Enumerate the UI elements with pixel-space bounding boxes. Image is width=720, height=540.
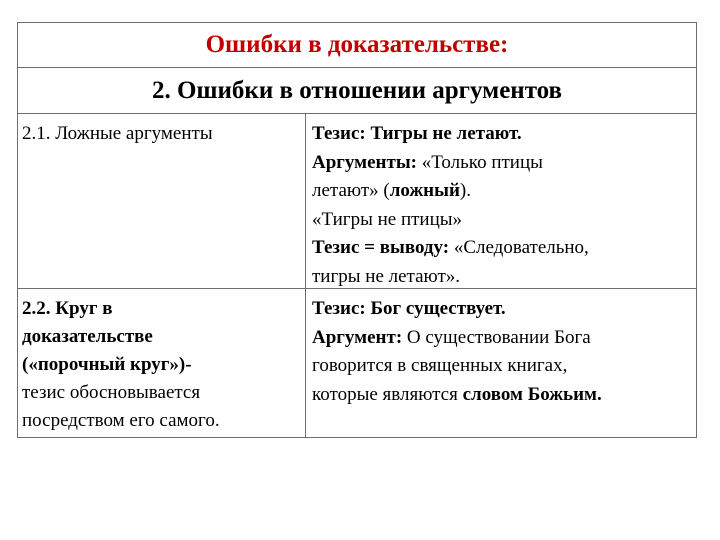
error-type-cell [18, 114, 306, 288]
error-type-label: («порочный круг»)- [22, 354, 192, 375]
error-type-label: доказательстве [22, 326, 153, 347]
page-subtitle: 2. Ошибки в отношении аргументов [151, 76, 563, 104]
example-line: говорится в священных книгах, [312, 355, 568, 377]
example-line: Аргумент: О существовании Бога [312, 326, 591, 348]
content-table [17, 22, 697, 438]
example-line: которые являются словом Божьим. [312, 383, 602, 405]
page-title: Ошибки в доказательстве: [205, 31, 509, 58]
example-line: «Тигры не птицы» [312, 208, 463, 230]
example-cell [306, 114, 696, 288]
example-line: Тезис: Бог существует. [312, 298, 506, 319]
table-row [18, 288, 696, 437]
example-cell [306, 289, 696, 437]
example-line: тигры не летают». [312, 265, 461, 287]
subtitle-row [18, 68, 696, 114]
error-type-cell [18, 289, 306, 437]
error-type-description: посредством его самого. [22, 410, 220, 431]
error-type-label: 2.2. Круг в [22, 298, 113, 319]
table-row [18, 114, 696, 288]
error-type-description: тезис обосновывается [22, 382, 201, 403]
title-row [18, 23, 696, 68]
example-line: Тезис: Тигры не летают. [312, 123, 522, 144]
example-line: Аргументы: «Только птицы [312, 151, 543, 173]
error-type-label: 2.1. Ложные аргументы [22, 123, 213, 144]
example-line: летают» (ложный). [312, 180, 471, 202]
example-line: Тезис = выводу: «Следовательно, [312, 237, 589, 259]
